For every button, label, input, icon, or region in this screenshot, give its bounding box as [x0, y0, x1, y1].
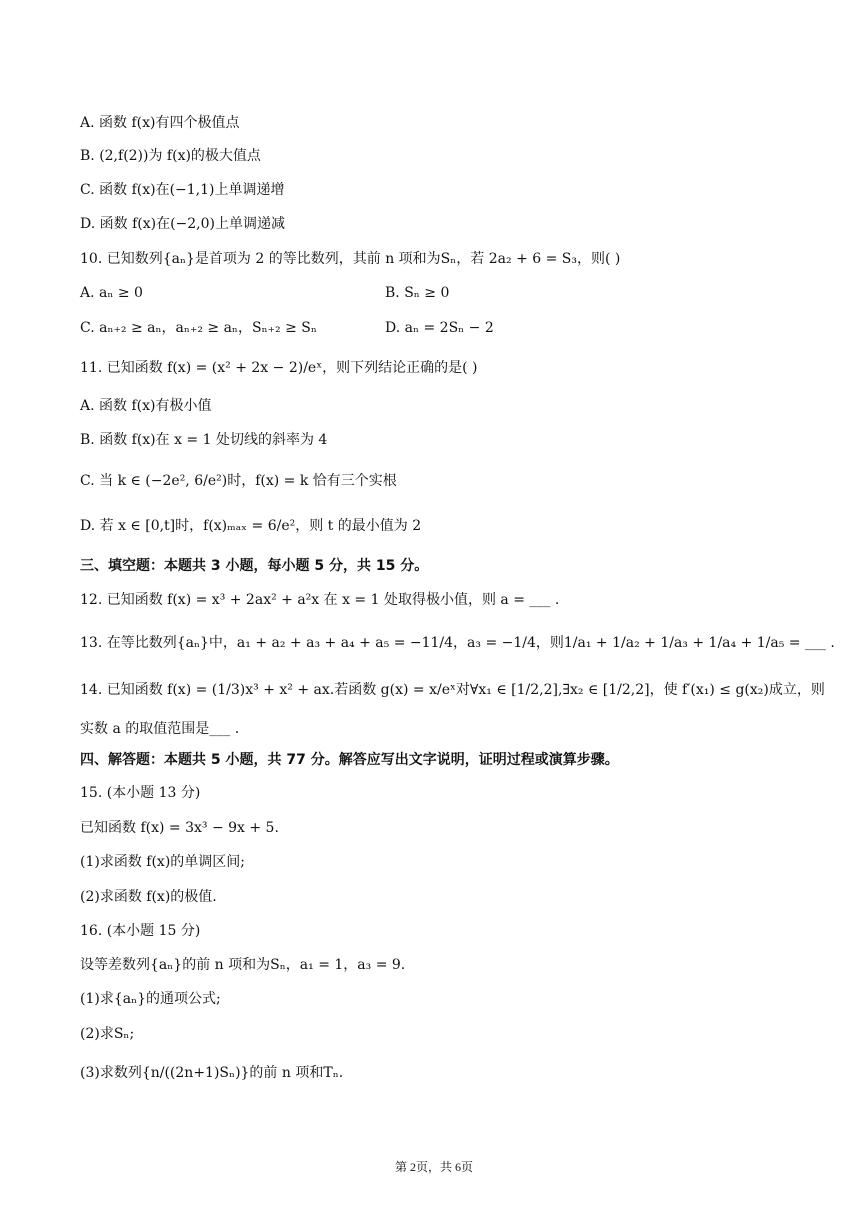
q10-option-d: D. aₙ = 2Sₙ − 2: [385, 320, 494, 336]
q11-option-b: B. 函数 f(x)在 x = 1 处切线的斜率为 4: [80, 432, 328, 448]
q10-option-b: B. Sₙ ≥ 0: [385, 285, 450, 301]
page-footer: 第 2页，共 6页: [394, 1160, 473, 1174]
q16-stem: 设等差数列{aₙ}的前 n 项和为Sₙ，a₁ = 1，a₃ = 9.: [80, 957, 406, 973]
q15-part-2: (2)求函数 f(x)的极值.: [80, 889, 217, 905]
q15-stem: 已知函数 f(x) = 3x³ − 9x + 5.: [80, 820, 279, 836]
q10-option-a: A. aₙ ≥ 0: [80, 285, 143, 301]
q11-stem: 11. 已知函数 f(x) = (x² + 2x − 2)/eˣ，则下列结论正确的是( ): [80, 360, 478, 376]
q11-option-a: A. 函数 f(x)有极小值: [80, 398, 212, 414]
section-heading-solutions: 四、解答题：本题共 5 小题，共 77 分。解答应写出文字说明，证明过程或演算步骤。: [80, 752, 619, 768]
q16-header: 16. (本小题 15 分): [80, 923, 201, 939]
q12: 12. 已知函数 f(x) = x³ + 2ax² + a²x 在 x = 1 处取得极小值，则 a = ___ .: [80, 592, 560, 608]
q16-part-1: (1)求{aₙ}的通项公式;: [80, 991, 221, 1007]
q11-option-c: C. 当 k ∈ (−2e², 6/e²)时，f(x) = k 恰有三个实根: [80, 473, 397, 489]
q13: 13. 在等比数列{aₙ}中，a₁ + a₂ + a₃ + a₄ + a₅ = −11/4，a₃ = −1/4，则1/a₁ + 1/a₂ + 1/a₃ + 1/a₄ + 1/a₅ = ___ .: [80, 635, 835, 651]
q15-part-1: (1)求函数 f(x)的单调区间;: [80, 854, 245, 870]
q14-line-1: 14. 已知函数 f(x) = (1/3)x³ + x² + ax.若函数 g(x) = x/eˣ对∀x₁ ∈ [1/2,2],∃x₂ ∈ [1/2,2]，使 f′(x₁) ≤ g(x₂)成立，则: [80, 682, 825, 698]
q10-stem: 10. 已知数列{aₙ}是首项为 2 的等比数列，其前 n 项和为Sₙ，若 2a₂ + 6 = S₃，则( ): [80, 251, 621, 267]
q9-option-c: C. 函数 f(x)在(−1,1)上单调递增: [80, 182, 285, 198]
q9-option-a: A. 函数 f(x)有四个极值点: [80, 115, 240, 131]
q9-option-d: D. 函数 f(x)在(−2,0)上单调递减: [80, 216, 285, 232]
q10-option-c: C. aₙ₊₂ ≥ aₙ，aₙ₊₂ ≥ aₙ，Sₙ₊₂ ≥ Sₙ: [80, 320, 317, 336]
q16-part-3: (3)求数列{n/((2n+1)Sₙ)}的前 n 项和Tₙ.: [80, 1065, 344, 1081]
q9-option-b: B. (2,f(2))为 f(x)的极大值点: [80, 148, 261, 164]
q16-part-2: (2)求Sₙ;: [80, 1026, 135, 1042]
q15-header: 15. (本小题 13 分): [80, 785, 201, 801]
q14-line-2: 实数 a 的取值范围是___ .: [80, 721, 240, 737]
section-heading-fill-blank: 三、填空题：本题共 3 小题，每小题 5 分，共 15 分。: [80, 558, 429, 574]
q11-option-d: D. 若 x ∈ [0,t]时，f(x)ₘₐₓ = 6/e²，则 t 的最小值为 2: [80, 518, 422, 534]
